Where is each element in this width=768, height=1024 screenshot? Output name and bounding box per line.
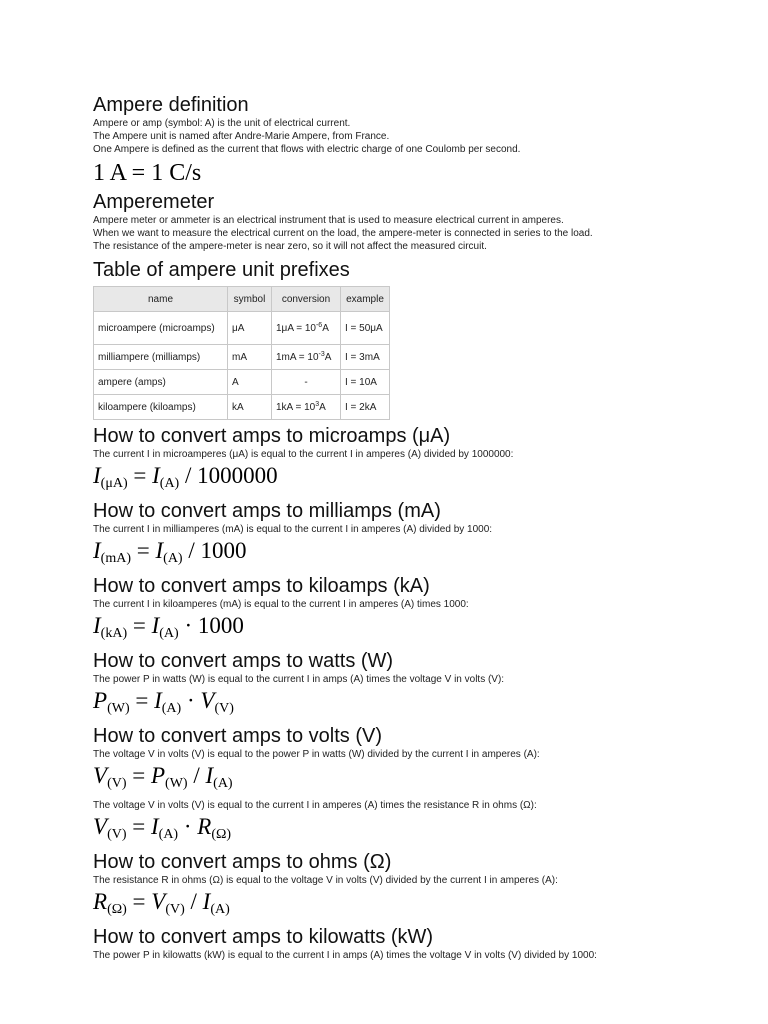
amperemeter-line-2: When we want to measure the electrical current on the load, the ampere-meter is connected in series to the load. [93,228,593,239]
text-convert-volts-1: The voltage V in volts (V) is equal to the power P in watts (W) divided by the current I in amperes (A): [93,749,540,760]
cell-name: kiloampere (kiloamps) [94,395,228,420]
amperemeter-line-1: Ampere meter or ammeter is an electrical instrument that is used to measure electrical current in amperes. [93,215,564,226]
formula-kiloamps: $I_{(kA)} = I_{(A)} \cdot 1000$ [93,613,244,641]
cell-name: milliampere (milliamps) [94,345,228,370]
definition-line-2: The Ampere unit is named after Andre-Marie Ampere, from France. [93,131,390,142]
heading-convert-milliamps: How to convert amps to milliamps (mA) [93,500,441,522]
table-row [94,395,390,420]
text-convert-milliamps: The current I in milliamperes (mA) is equal to the current I in amperes (A) divided by 1000: [93,524,493,535]
text-convert-kilowatts: The power P in kilowatts (kW) is equal to the current I in amps (A) times the voltage V in volts (V) divided by 1000: [93,950,597,961]
cell-example: I = 10A [341,370,390,395]
table-row [94,345,390,370]
cell-example: I = 50μA [341,312,390,345]
cell-symbol: mA [228,345,272,370]
text-convert-microamps: The current I in microamperes (μA) is equal to the current I in amperes (A) divided by 1000000: [93,449,514,460]
formula-microamps: $I_{(\mu A)} = I_{(A)} / 1000000$ [93,463,278,491]
cell-conversion: $1mA = 10^{-3}A$ [272,345,341,370]
heading-convert-microamps: How to convert amps to microamps (μA) [93,425,451,447]
heading-convert-kiloamps: How to convert amps to kiloamps (kA) [93,575,430,597]
formula-ohms: $R_{(\Omega)} = V_{(V)} / I_{(A)}$ [93,889,230,917]
cell-symbol: μA [228,312,272,345]
cell-name: ampere (amps) [94,370,228,395]
heading-amperemeter: Amperemeter [93,191,215,213]
heading-convert-ohms: How to convert amps to ohms (Ω) [93,851,392,873]
amperemeter-line-3: The resistance of the ampere-meter is near zero, so it will not affect the measured circuit. [93,241,487,252]
text-convert-ohms: The resistance R in ohms (Ω) is equal to the voltage V in volts (V) divided by the current I in amperes (A): [93,875,558,886]
header-example: example [341,287,390,312]
document-page [93,93,713,962]
text-convert-volts-2: The voltage V in volts (V) is equal to the current I in amperes (A) times the resistance R in ohms (Ω): [93,800,537,811]
definition-line-1: Ampere or amp (symbol: A) is the unit of electrical current. [93,118,351,129]
prefix-table [93,286,390,420]
cell-example: I = 2kA [341,395,390,420]
table-header-row [94,287,390,312]
cell-symbol: kA [228,395,272,420]
cell-symbol: A [228,370,272,395]
table-row [94,370,390,395]
cell-conversion: $1\mu A = 10^{-6}A$ [272,312,341,345]
heading-convert-volts: How to convert amps to volts (V) [93,725,382,747]
table-row [94,312,390,345]
heading-prefix-table: Table of ampere unit prefixes [93,259,350,281]
definition-line-3: One Ampere is defined as the current that flows with electric charge of one Coulomb per second. [93,144,521,155]
formula-volts-power: $V_{(V)} = P_{(W)} / I_{(A)}$ [93,763,233,791]
heading-convert-watts: How to convert amps to watts (W) [93,650,394,672]
heading-ampere-definition: Ampere definition [93,94,249,116]
text-convert-watts: The power P in watts (W) is equal to the current I in amps (A) times the voltage V in volts (V): [93,674,505,685]
text-convert-kiloamps: The current I in kiloamperes (mA) is equal to the current I in amperes (A) times 1000: [93,599,469,610]
formula-milliamps: $I_{(mA)} = I_{(A)} / 1000$ [93,538,247,566]
cell-name: microampere (microamps) [94,312,228,345]
formula-watts: $P_{(W)} = I_{(A)} \cdot V_{(V)}$ [93,688,234,716]
header-name: name [94,287,228,312]
heading-convert-kilowatts: How to convert amps to kilowatts (kW) [93,926,434,948]
cell-conversion: $1kA = 10^3A$ [272,395,341,420]
formula-ampere-definition: 1 A = 1 C/s [93,160,202,186]
header-conversion: conversion [272,287,341,312]
header-symbol: symbol [228,287,272,312]
formula-volts-resistance: $V_{(V)} = I_{(A)} \cdot R_{(\Omega)}$ [93,814,232,842]
cell-example: I = 3mA [341,345,390,370]
cell-conversion: - [272,370,341,395]
